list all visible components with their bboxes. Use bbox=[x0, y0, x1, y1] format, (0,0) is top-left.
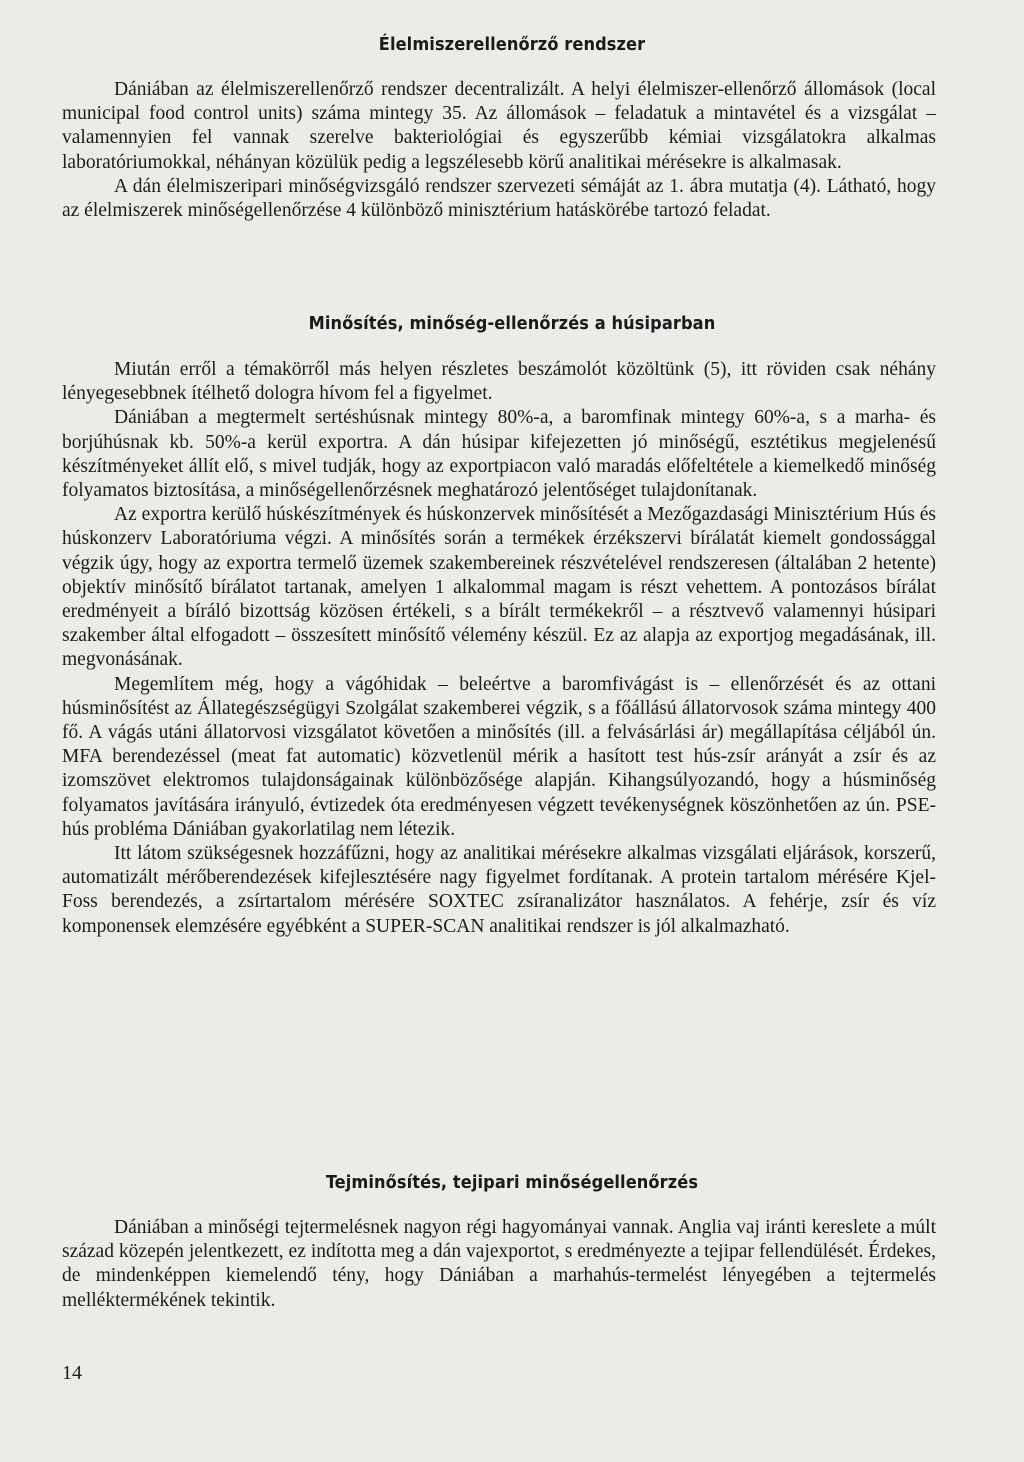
page-number: 14 bbox=[62, 1362, 82, 1384]
paragraph: Dániában a megtermelt sertéshúsnak mintegy 80%-a, a baromfinak mintegy 60%-a, s a marha- és borjúhúsnak kb. 50%-a kerül exportra. A dán húsipar kifejezetten jó minőségű, esztétikus megjelenésű készítményeket állít elő, s mivel tudják, hogy az exportpiacon való maradás előfeltétele a kiemelkedő minőség folyamatos biztosítása, a minőségellenőrzésnek meghatározó jelentőséget tulajdonítanak. bbox=[62, 407, 936, 502]
section-heading-milk-quality: Tejminősítés, tejipari minőségellenőrzés bbox=[325, 1172, 699, 1193]
section-heading-food-control: Élelmiszerellenőrző rendszer bbox=[378, 34, 646, 55]
section-body-milk-quality bbox=[62, 1216, 936, 1313]
section-body-meat-quality bbox=[62, 358, 936, 939]
paragraph: Dániában az élelmiszerellenőrző rendszer decentralizált. A helyi élelmiszer-ellenőrző állomások (local municipal food control units) száma mintegy 35. Az állomások – feladatuk a mintavétel és a vizsgálat – valamennyien fel vannak szerelve bakteriológiai és egyszerűbb kémiai vizsgálatokra alkalmas laboratóriumokkal, néhányan közülük pedig a legszélesebb körű analitikai mérésekre is alkalmasak. bbox=[62, 79, 936, 173]
paragraph: Megemlítem még, hogy a vágóhidak – beleértve a baromfivágást is – ellenőrzését és az ottani húsminősítést az Állategészségügyi Szolgálat szakemberei végzik, s a főállású állatorvosok száma mintegy 400 fő. A vágás utáni állatorvosi vizsgálatot követően a minősítés (ill. a felvásárlási ár) megállapítása céljából ún. MFA berendezéssel (meat fat automatic) közvetlenül mérik a hasított test hús-zsír arányát a zsír és az izomszövet elektromos tulajdonságainak különbözősége alapján. Kihangsúlyozandó, hogy a húsminőség folyamatos javítására irányuló, évtizedek óta eredményesen végzett tevékenységnek köszönhetően az ún. PSE-hús probléma Dániában gyakorlatilag nem létezik. bbox=[62, 673, 936, 840]
paragraph: Miután erről a témakörről más helyen részletes beszámolót közöltünk (5), itt röviden csak néhány lényegesebbnek ítélhető dologra hívom fel a figyelmet. bbox=[62, 359, 936, 405]
section-heading-meat-quality: Minősítés, minőség-ellenőrzés a húsiparban bbox=[308, 313, 716, 334]
paragraph: A dán élelmiszeripari minőségvizsgáló rendszer szervezeti sémáját az 1. ábra mutatja (4). Látható, hogy az élelmiszerek minőségellenőrzése 4 különböző minisztérium hatáskörébe tartozó feladat. bbox=[62, 175, 936, 222]
section-body-food-control bbox=[62, 78, 936, 223]
paragraph: Itt látom szükségesnek hozzáfűzni, hogy az analitikai mérésekre alkalmas vizsgálati eljárások, korszerű, automatizált mérőberendezések kifejlesztésére nagy figyelmet fordítanak. A protein tartalom mérésére Kjel-Foss berendezés, a zsírtartalom mérésére SOXTEC zsíranalizátor használatos. A fehérje, zsír és víz komponensek elemzésére egyébként a SUPER-SCAN analitikai rendszer is jól alkalmazható. bbox=[62, 843, 936, 937]
paragraph: Az exportra kerülő húskészítmények és húskonzervek minősítését a Mezőgazdasági Minisztérium Hús és húskonzerv Laboratóriuma végzi. A minősítés során a termékek érzékszervi bírálatát kiemelt gondossággal végzik úgy, hogy az exportra termelő üzemek szakembereinek részvételével rendszeresen (általában 2 hetente) objektív minősítő bírálatot tartanak, amelyen 1 alkalommal magam is részt vehettem. A pontozásos bírálat eredményeit a bíráló bizottság közösen értékeli, s a bírált termékekről – a résztvevő valamennyi húsipari szakember által elfogadott – összesített minősítő vélemény készül. Ez az alapja az exportjog megadásának, ill. megvonásának. bbox=[62, 504, 936, 671]
paragraph: Dániában a minőségi tejtermelésnek nagyon régi hagyományai vannak. Anglia vaj iránti kereslete a múlt század közepén jelentkezett, ez indította meg a dán vajexportot, s eredményezte a tejipar fellendülését. Érdekes, de mindenképpen kiemelendő tény, hogy Dániában a marhahús-termelést lényegében a tejtermelés melléktermékének tekintik. bbox=[62, 1217, 936, 1311]
